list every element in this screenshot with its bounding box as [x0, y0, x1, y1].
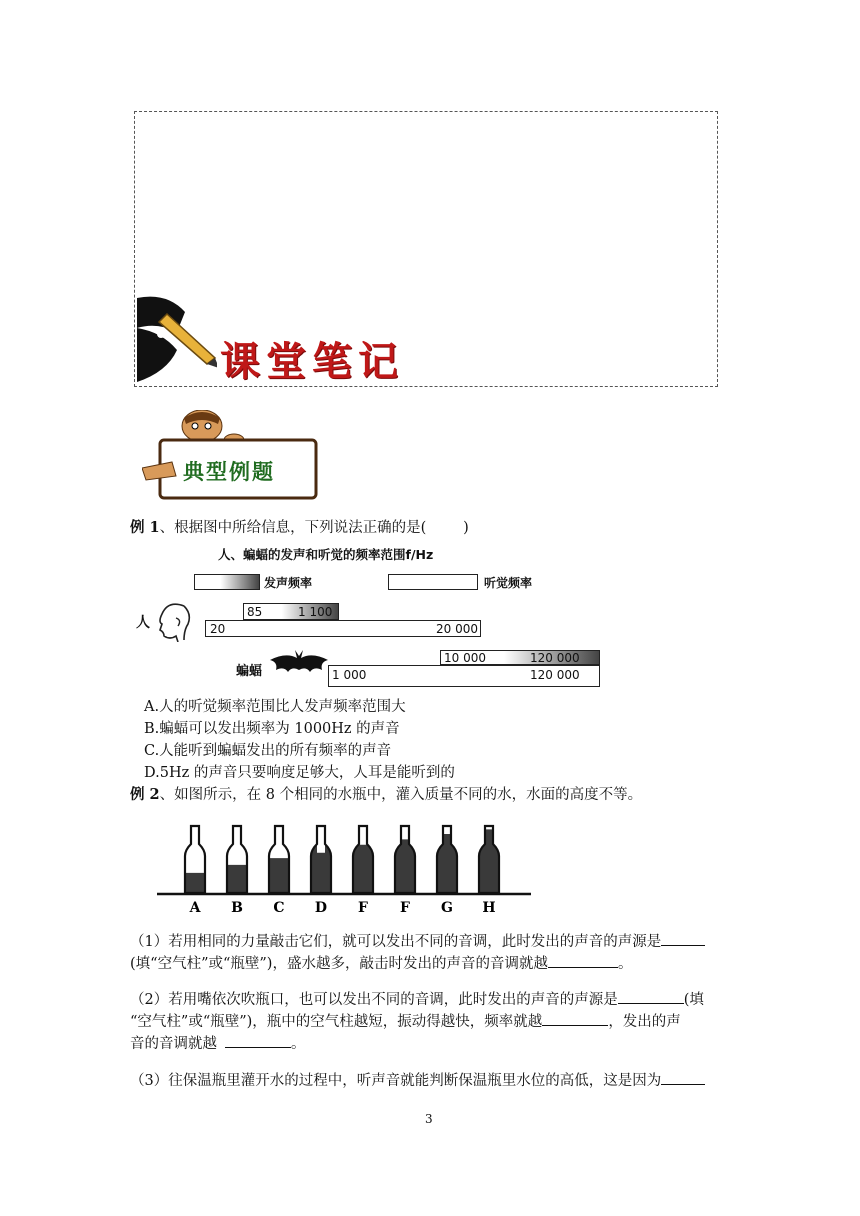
human-label: 人: [136, 615, 150, 631]
q1-end: 。: [617, 956, 633, 972]
bottle-label: H: [482, 900, 496, 916]
human-emit-high: 1 100: [298, 605, 333, 619]
q1-line1: [130, 931, 705, 952]
legend-emit-label: 发声频率: [264, 576, 313, 590]
example1-prefix: 例 1: [130, 519, 160, 536]
human-head-icon: [154, 600, 194, 642]
bottle-6: [395, 826, 415, 916]
q1-text-a: （1）若用相同的力量敲击它们，就可以发出不同的音调，此时发出的声音的声源是: [130, 934, 662, 950]
bottle-water: [353, 844, 373, 893]
human-emit-low: 85: [247, 605, 263, 619]
page-number: 3: [425, 1112, 433, 1126]
bottle-4: [311, 826, 331, 916]
bottles-figure: [155, 822, 535, 918]
bottle-water: [227, 865, 247, 893]
human-hear-low: 20: [210, 622, 226, 636]
q2-end: 。: [291, 1036, 306, 1052]
q2-blank-1[interactable]: [618, 989, 684, 1004]
bat-emit-high: 120 000: [530, 651, 580, 665]
legend-emit-swatch: [194, 574, 260, 590]
bat-hear-high: 120 000: [530, 668, 580, 682]
bottle-water: [311, 844, 331, 893]
bottle-label: G: [441, 900, 453, 916]
q3-blank-1[interactable]: [661, 1070, 705, 1085]
legend-hear-swatch: [388, 574, 478, 590]
example2-prefix: 例 2: [130, 786, 160, 803]
example1-question: [130, 518, 469, 538]
bottle-label: A: [189, 900, 201, 916]
bottle-label: F: [400, 900, 410, 916]
human-hear-high: 20 000: [436, 622, 478, 636]
q1-text-b: (填“空气柱”或“瓶壁”)，盛水越多，敲击时发出的声音的音调就越: [130, 956, 548, 972]
bottle-label: F: [358, 900, 368, 916]
q2-blank-3[interactable]: [225, 1033, 291, 1048]
notes-title: 课堂笔记: [220, 338, 404, 385]
q2-blank-2[interactable]: [542, 1011, 608, 1026]
q2-text-b2: ，发出的声: [608, 1014, 681, 1030]
q2-line1: [130, 989, 704, 1010]
bottle-7: [437, 826, 457, 916]
bat-hear-low: 1 000: [332, 668, 367, 682]
q2-text-b: “空气柱”或“瓶壁”)，瓶中的空气柱越短，振动得越快，频率就越: [130, 1014, 543, 1030]
q3-line1: [130, 1070, 705, 1091]
bottle-8: [479, 826, 499, 916]
legend-hear-label: 听觉频率: [484, 576, 533, 590]
q2-line2: [130, 1011, 681, 1032]
freq-chart-title: 人、蝙蝠的发声和听觉的频率范围f/Hz: [218, 547, 434, 562]
bottle-2: [227, 826, 247, 916]
bottle-5: [353, 826, 373, 916]
bat-emit-low: 10 000: [444, 651, 486, 665]
q2-text-a2: (填: [683, 992, 704, 1008]
bat-label: 蝙蝠: [236, 664, 263, 679]
option-d: D.5Hz 的声音只要响度足够大，人耳是能听到的: [144, 765, 455, 781]
example2-question: [130, 785, 642, 805]
example1-question-text: 、根据图中所给信息，下列说法正确的是( ): [159, 520, 469, 536]
examples-header-label: 典型例题: [183, 459, 275, 484]
q3-text: （3）往保温瓶里灌开水的过程中，听声音就能判断保温瓶里水位的高低，这是因为: [130, 1073, 662, 1089]
q1-blank-1[interactable]: [661, 931, 705, 946]
example2-question-text: 、如图所示，在 8 个相同的水瓶中，灌入质量不同的水，水面的高度不等。: [159, 787, 643, 803]
q2-line3: [130, 1033, 306, 1054]
q1-line2: [130, 953, 632, 974]
option-a: A.人的听觉频率范围比人发声频率范围大: [144, 699, 406, 715]
bottle-water: [437, 834, 457, 893]
bottle-label: B: [231, 900, 243, 916]
bottle-water: [185, 873, 205, 893]
bat-icon: [268, 646, 330, 680]
option-b: B.蝙蝠可以发出频率为 1000Hz 的声音: [144, 721, 400, 737]
bottle-label: D: [314, 900, 328, 916]
bottle-label: C: [273, 900, 285, 916]
bottle-water: [479, 829, 499, 893]
q2-text-c: 音的音调就越: [130, 1036, 217, 1052]
bottle-water: [269, 858, 289, 893]
crow-pencil-icon: [137, 292, 217, 382]
q1-blank-2[interactable]: [548, 953, 618, 968]
option-c: C.人能听到蝙蝠发出的所有频率的声音: [144, 743, 392, 759]
bottle-1: [185, 826, 205, 916]
bottle-3: [269, 826, 289, 916]
q2-text-a: （2）若用嘴依次吹瓶口，也可以发出不同的音调，此时发出的声音的声源是: [130, 992, 618, 1008]
